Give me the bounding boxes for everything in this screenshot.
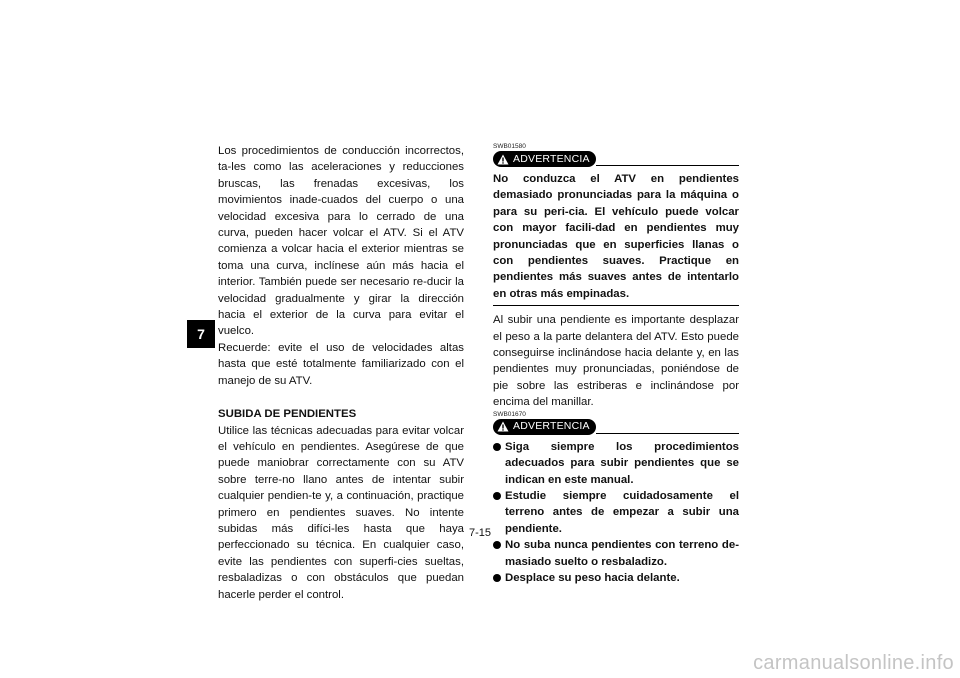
warning-code-1: SWB01580	[493, 143, 526, 150]
watermark-link[interactable]: carmanualsonline.info	[753, 652, 954, 674]
list-item: No suba nunca pendientes con terreno de-masiado suelto o resbaladizo.	[493, 537, 739, 570]
right-column	[493, 143, 739, 586]
bullet-icon	[493, 443, 501, 451]
bullet-icon	[493, 492, 501, 500]
warning-bullet-list	[493, 439, 739, 587]
warning-header-2	[493, 419, 739, 435]
intro-paragraph: Los procedimientos de conducción incorrectos, ta-les como las aceleraciones y reducciones bruscas, las frenadas excesivas, los movimientos inade-cuados del cuerpo o una velocidad excesiva para lo cerrado de una curva, pueden hacer volcar el ATV. Si el ATV comienza a volcar hacia el exterior mientras se toma una curva, inclínese aún más hacia el interior. También puede ser necesario re-ducir la velocidad gradualmente y girar la dirección hacia el exterior de la curva para evitar el vuelco.	[218, 145, 464, 338]
warning-bottom-rule-1	[493, 305, 739, 306]
list-item: Desplace su peso hacia delante.	[493, 570, 739, 586]
body-paragraph: Al subir una pendiente es importante desplazar el peso a la parte delantera del ATV. Esto puede conseguirse inclinándose hacia delante y, en las pendientes muy pronunciadas, poniéndose de pie sobre las estriberas e inclinándose por encima del manillar.	[493, 314, 739, 409]
warning-text-1: No conduzca el ATV en pendientes demasiado pronunciadas para la máquina o para su peri-cia. El vehículo puede volcar con mayor facili-dad en pendientes muy pronunciadas que en superficies llanas o con pendientes suaves. Practique en pendientes más suaves antes de intentarlo en otras más empinadas.	[493, 173, 739, 300]
warning-badge-2	[493, 419, 596, 435]
warning-code-2: SWB01670	[493, 410, 526, 418]
warning-header-1	[493, 151, 739, 167]
bullet-icon	[493, 541, 501, 549]
bullet-icon	[493, 574, 501, 582]
list-item: Siga siempre los procedimientos adecuados para subir pendientes que se indican en este manual.	[493, 439, 739, 488]
section-paragraph: Utilice las técnicas adecuadas para evitar volcar el vehículo en pendientes. Asegúrese de que puede maniobrar correctamente con su ATV sobre terre-no llano antes de intentar subir cualquier pendien-te y, a continuación, practique primero en pendientes suaves. No intente subidas más difíci-les hasta que haya perfeccionado su técnica. En cualquier caso, evite las pendientes con superfi-cies sueltas, resbaladizas o con obstáculos que puedan hacerle perder el control.	[218, 424, 464, 601]
chapter-tab: 7	[187, 320, 215, 348]
page-number: 7-15	[468, 527, 492, 539]
section-heading: SUBIDA DE PENDIENTES	[218, 408, 357, 421]
warning-badge-1	[493, 151, 596, 167]
list-item: Estudie siempre cuidadosamente el terreno antes de empezar a subir una pendiente.	[493, 488, 739, 537]
warning-top-rule-1	[596, 165, 739, 166]
warning-top-rule-2	[596, 433, 739, 434]
reminder-paragraph: Recuerde: evite el uso de velocidades altas hasta que esté totalmente familiarizado con el manejo de su ATV.	[218, 341, 464, 387]
warning-triangle-icon	[497, 154, 509, 165]
warning-label-1: ADVERTENCIA	[513, 152, 590, 165]
warning-triangle-icon	[497, 421, 509, 432]
warning-label-2: ADVERTENCIA	[513, 420, 590, 433]
